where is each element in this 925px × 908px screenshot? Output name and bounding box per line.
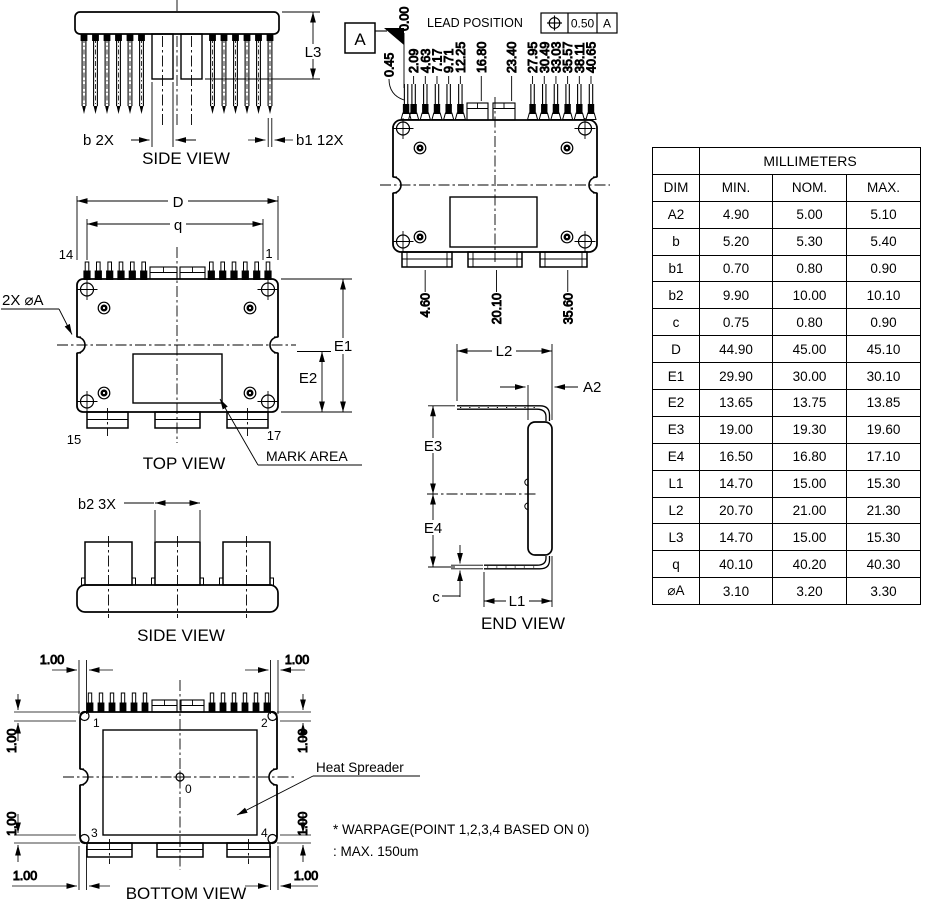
dim-value-cell: 15.00: [773, 524, 847, 551]
table-corner-cell: [653, 148, 700, 175]
tab-offset-label: 4.60: [418, 293, 433, 318]
dim-value-cell: 30.00: [773, 363, 847, 390]
dim-value-cell: 13.85: [847, 390, 921, 417]
lead-offset-label: 7.17: [430, 48, 445, 73]
point-2-label: 2: [261, 716, 268, 730]
corner-offset-label: 1.00: [293, 869, 319, 883]
d-label: D: [172, 194, 184, 211]
point-0-label: 0: [185, 782, 192, 796]
side-view-top-caption: SIDE VIEW: [142, 149, 230, 168]
c-label: c: [432, 589, 440, 606]
side-view-bottom: [77, 497, 278, 645]
b2-label: b2 3X: [78, 497, 116, 513]
table-row: [653, 390, 921, 417]
tolerance-datum: A: [602, 16, 612, 31]
dim-value-cell: 40.10: [700, 551, 773, 578]
c-dimension: [442, 545, 483, 597]
dim-symbol-cell: E2: [653, 390, 700, 417]
dimension-table: [652, 147, 920, 605]
table-row: [653, 470, 921, 497]
dim-value-cell: 0.90: [847, 255, 921, 282]
a2-label: A2: [583, 379, 602, 396]
top-view: [1, 194, 362, 473]
bottom-lead: [484, 556, 550, 569]
dim-value-cell: 5.10: [847, 201, 921, 228]
dim-symbol-cell: L3: [653, 524, 700, 551]
side-view-top: [75, 0, 344, 168]
lead-offset-label: 0.45: [382, 52, 397, 77]
dim-symbol-cell: L2: [653, 497, 700, 524]
lead-offset-label: 4.63: [418, 48, 433, 73]
table-column-header: MAX.: [847, 174, 921, 201]
corner-offset-labels: [5, 653, 318, 883]
bottom-tabs: [87, 843, 270, 857]
corner-offset-label: 1.00: [12, 869, 38, 883]
pin-14-label: 14: [58, 247, 74, 262]
dim-symbol-cell: ⌀A: [653, 578, 700, 605]
table-row: [653, 309, 921, 336]
b-label: b 2X: [83, 132, 114, 149]
lead-offset-label: 30.49: [537, 41, 552, 73]
table-row: [653, 363, 921, 390]
dim-value-cell: 4.90: [700, 201, 773, 228]
lead-offset-label: 12.25: [453, 41, 468, 73]
tolerance-value: 0.50: [570, 16, 595, 31]
b-dimension: [131, 82, 196, 147]
heat-spreader-label: Heat Spreader: [316, 760, 404, 775]
bottom-view-caption: BOTTOM VIEW: [125, 884, 247, 903]
point-4-label: 4: [261, 826, 268, 840]
table-column-header: MIN.: [700, 174, 773, 201]
dim-value-cell: 10.00: [773, 282, 847, 309]
tab-offset-labels: [419, 270, 576, 324]
dim-value-cell: 21.30: [847, 497, 921, 524]
top-view-caption: TOP VIEW: [142, 454, 226, 473]
dim-value-cell: 40.20: [773, 551, 847, 578]
lead-offset-label: 38.11: [572, 42, 587, 73]
dim-value-cell: 16.80: [773, 443, 847, 470]
corner-offset-label: 1.00: [5, 811, 19, 836]
lead-offset-label: 0.00: [397, 6, 412, 31]
tolerance-frame: [541, 13, 617, 33]
dim-value-cell: 0.80: [773, 309, 847, 336]
top-view-marks: [75, 279, 280, 412]
bottom-tabs: [87, 412, 268, 428]
dim-value-cell: 19.00: [700, 416, 773, 443]
point-1-label: 1: [93, 716, 100, 730]
dim-value-cell: 45.00: [773, 336, 847, 363]
table-row: [653, 336, 921, 363]
package-body: [80, 712, 277, 843]
dim-value-cell: 10.10: [847, 282, 921, 309]
corner-offset-label: 1.00: [5, 728, 19, 753]
bottom-view: [5, 653, 420, 903]
point-3-label: 3: [91, 826, 98, 840]
dim-symbol-cell: q: [653, 551, 700, 578]
dim-value-cell: 5.30: [773, 228, 847, 255]
mark-area-label: MARK AREA: [266, 448, 348, 464]
dim-value-cell: 3.20: [773, 578, 847, 605]
table-column-header: DIM: [653, 174, 700, 201]
dim-value-cell: 14.70: [700, 524, 773, 551]
end-view: [421, 343, 601, 633]
tab-offset-label: 20.10: [489, 292, 504, 325]
tab-offset-label: 35.60: [561, 293, 576, 325]
dim-value-cell: 19.30: [773, 416, 847, 443]
pin-17-label: 17: [266, 428, 282, 443]
dim-value-cell: 29.90: [700, 363, 773, 390]
datum-a-label: A: [354, 30, 366, 49]
b2-dimension: [124, 503, 200, 541]
warpage-note-line1: * WARPAGE(POINT 1,2,3,4 BASED ON 0): [333, 822, 590, 837]
table-row: [653, 201, 921, 228]
a2-dimension: [500, 385, 578, 420]
l2-label: L2: [495, 343, 513, 360]
table-unit-header: MILLIMETERS: [700, 148, 921, 175]
lead-offset-label: 35.57: [561, 41, 576, 73]
warpage-note-line2: : MAX. 150um: [333, 844, 419, 859]
table-row: [653, 255, 921, 282]
e2-label: E2: [298, 370, 318, 387]
centerlines: [163, 0, 192, 126]
dim-symbol-cell: A2: [653, 201, 700, 228]
lead-position-view: [345, 7, 617, 325]
dim-value-cell: 0.90: [847, 309, 921, 336]
top-view-pins: [84, 262, 271, 280]
dim-value-cell: 13.65: [700, 390, 773, 417]
q-label: q: [173, 217, 183, 234]
side-view-bottom-caption: SIDE VIEW: [137, 626, 225, 645]
label-area: [450, 197, 537, 247]
lead-offset-label: 9.71: [442, 48, 457, 73]
dim-value-cell: 21.00: [773, 497, 847, 524]
b1-dimension: [248, 118, 293, 147]
dim-value-cell: 3.10: [700, 578, 773, 605]
dim-value-cell: 5.20: [700, 228, 773, 255]
dim-symbol-cell: b: [653, 228, 700, 255]
dim-value-cell: 15.00: [773, 470, 847, 497]
dim-value-cell: 15.30: [847, 524, 921, 551]
dim-value-cell: 30.10: [847, 363, 921, 390]
dim-value-cell: 3.30: [847, 578, 921, 605]
dim-value-cell: 19.60: [847, 416, 921, 443]
pin-1-label: 1: [265, 246, 273, 261]
bottom-view-pins: [78, 693, 279, 785]
dim-symbol-cell: b2: [653, 282, 700, 309]
hole-diameter-label: 2X ⌀A: [2, 292, 44, 309]
pin-15-label: 15: [66, 432, 82, 447]
position-tolerance-icon: [547, 16, 562, 31]
table-row: [653, 524, 921, 551]
dim-symbol-cell: c: [653, 309, 700, 336]
dim-value-cell: 5.00: [773, 201, 847, 228]
e3-e4-dimension: [428, 406, 455, 567]
b1-label: b1 12X: [296, 132, 344, 149]
table-row: [653, 228, 921, 255]
top-lead: [457, 406, 550, 421]
table-row: [653, 443, 921, 470]
dim-value-cell: 40.30: [847, 551, 921, 578]
dim-symbol-cell: E3: [653, 416, 700, 443]
centerlines: [109, 536, 247, 618]
l1-label: L1: [508, 593, 526, 610]
table-row: [653, 497, 921, 524]
e1-label: E1: [333, 338, 353, 355]
corner-offset-label: 1.00: [296, 811, 310, 836]
corner-offset-label: 1.00: [296, 728, 310, 753]
dim-value-cell: 0.75: [700, 309, 773, 336]
dim-value-cell: 9.90: [700, 282, 773, 309]
dimension-table-grid: [652, 147, 921, 605]
e3-label: E3: [423, 438, 443, 455]
lead-view-pins: [401, 84, 596, 120]
dim-value-cell: 17.10: [847, 443, 921, 470]
dim-value-cell: 45.10: [847, 336, 921, 363]
lead-offset-label: 23.40: [505, 41, 520, 73]
dim-value-cell: 15.30: [847, 470, 921, 497]
warpage-points: [80, 712, 277, 844]
dim-symbol-cell: E4: [653, 443, 700, 470]
dim-value-cell: 0.70: [700, 255, 773, 282]
dim-symbol-cell: D: [653, 336, 700, 363]
dim-value-cell: 13.75: [773, 390, 847, 417]
package-body: [528, 422, 552, 555]
table-row: [653, 578, 921, 605]
end-view-caption: END VIEW: [480, 614, 566, 633]
mark-area-rect: [133, 354, 222, 403]
dim-symbol-cell: E1: [653, 363, 700, 390]
lead-offset-label: 33.03: [549, 41, 564, 73]
bottom-tabs: [402, 252, 587, 267]
table-column-header: NOM.: [773, 174, 847, 201]
table-row: [653, 416, 921, 443]
dim-value-cell: 5.40: [847, 228, 921, 255]
dim-value-cell: 0.80: [773, 255, 847, 282]
corner-offset-label: 1.00: [39, 653, 65, 667]
dim-value-cell: 20.70: [700, 497, 773, 524]
lead-offset-label: 16.80: [474, 41, 489, 73]
lead-offset-label: 40.65: [584, 41, 599, 73]
dim-value-cell: 14.70: [700, 470, 773, 497]
corner-offset-label: 1.00: [284, 653, 310, 667]
dim-symbol-cell: L1: [653, 470, 700, 497]
table-row: [653, 551, 921, 578]
dim-value-cell: 16.50: [700, 443, 773, 470]
lead-position-title: LEAD POSITION: [427, 16, 523, 30]
lead-offset-label: 27.95: [526, 41, 541, 73]
l3-label: L3: [304, 44, 322, 61]
dim-symbol-cell: b1: [653, 255, 700, 282]
e4-label: E4: [423, 520, 443, 537]
lead-offset-label: 2.09: [407, 48, 422, 73]
dim-value-cell: 44.90: [700, 336, 773, 363]
table-row: [653, 282, 921, 309]
